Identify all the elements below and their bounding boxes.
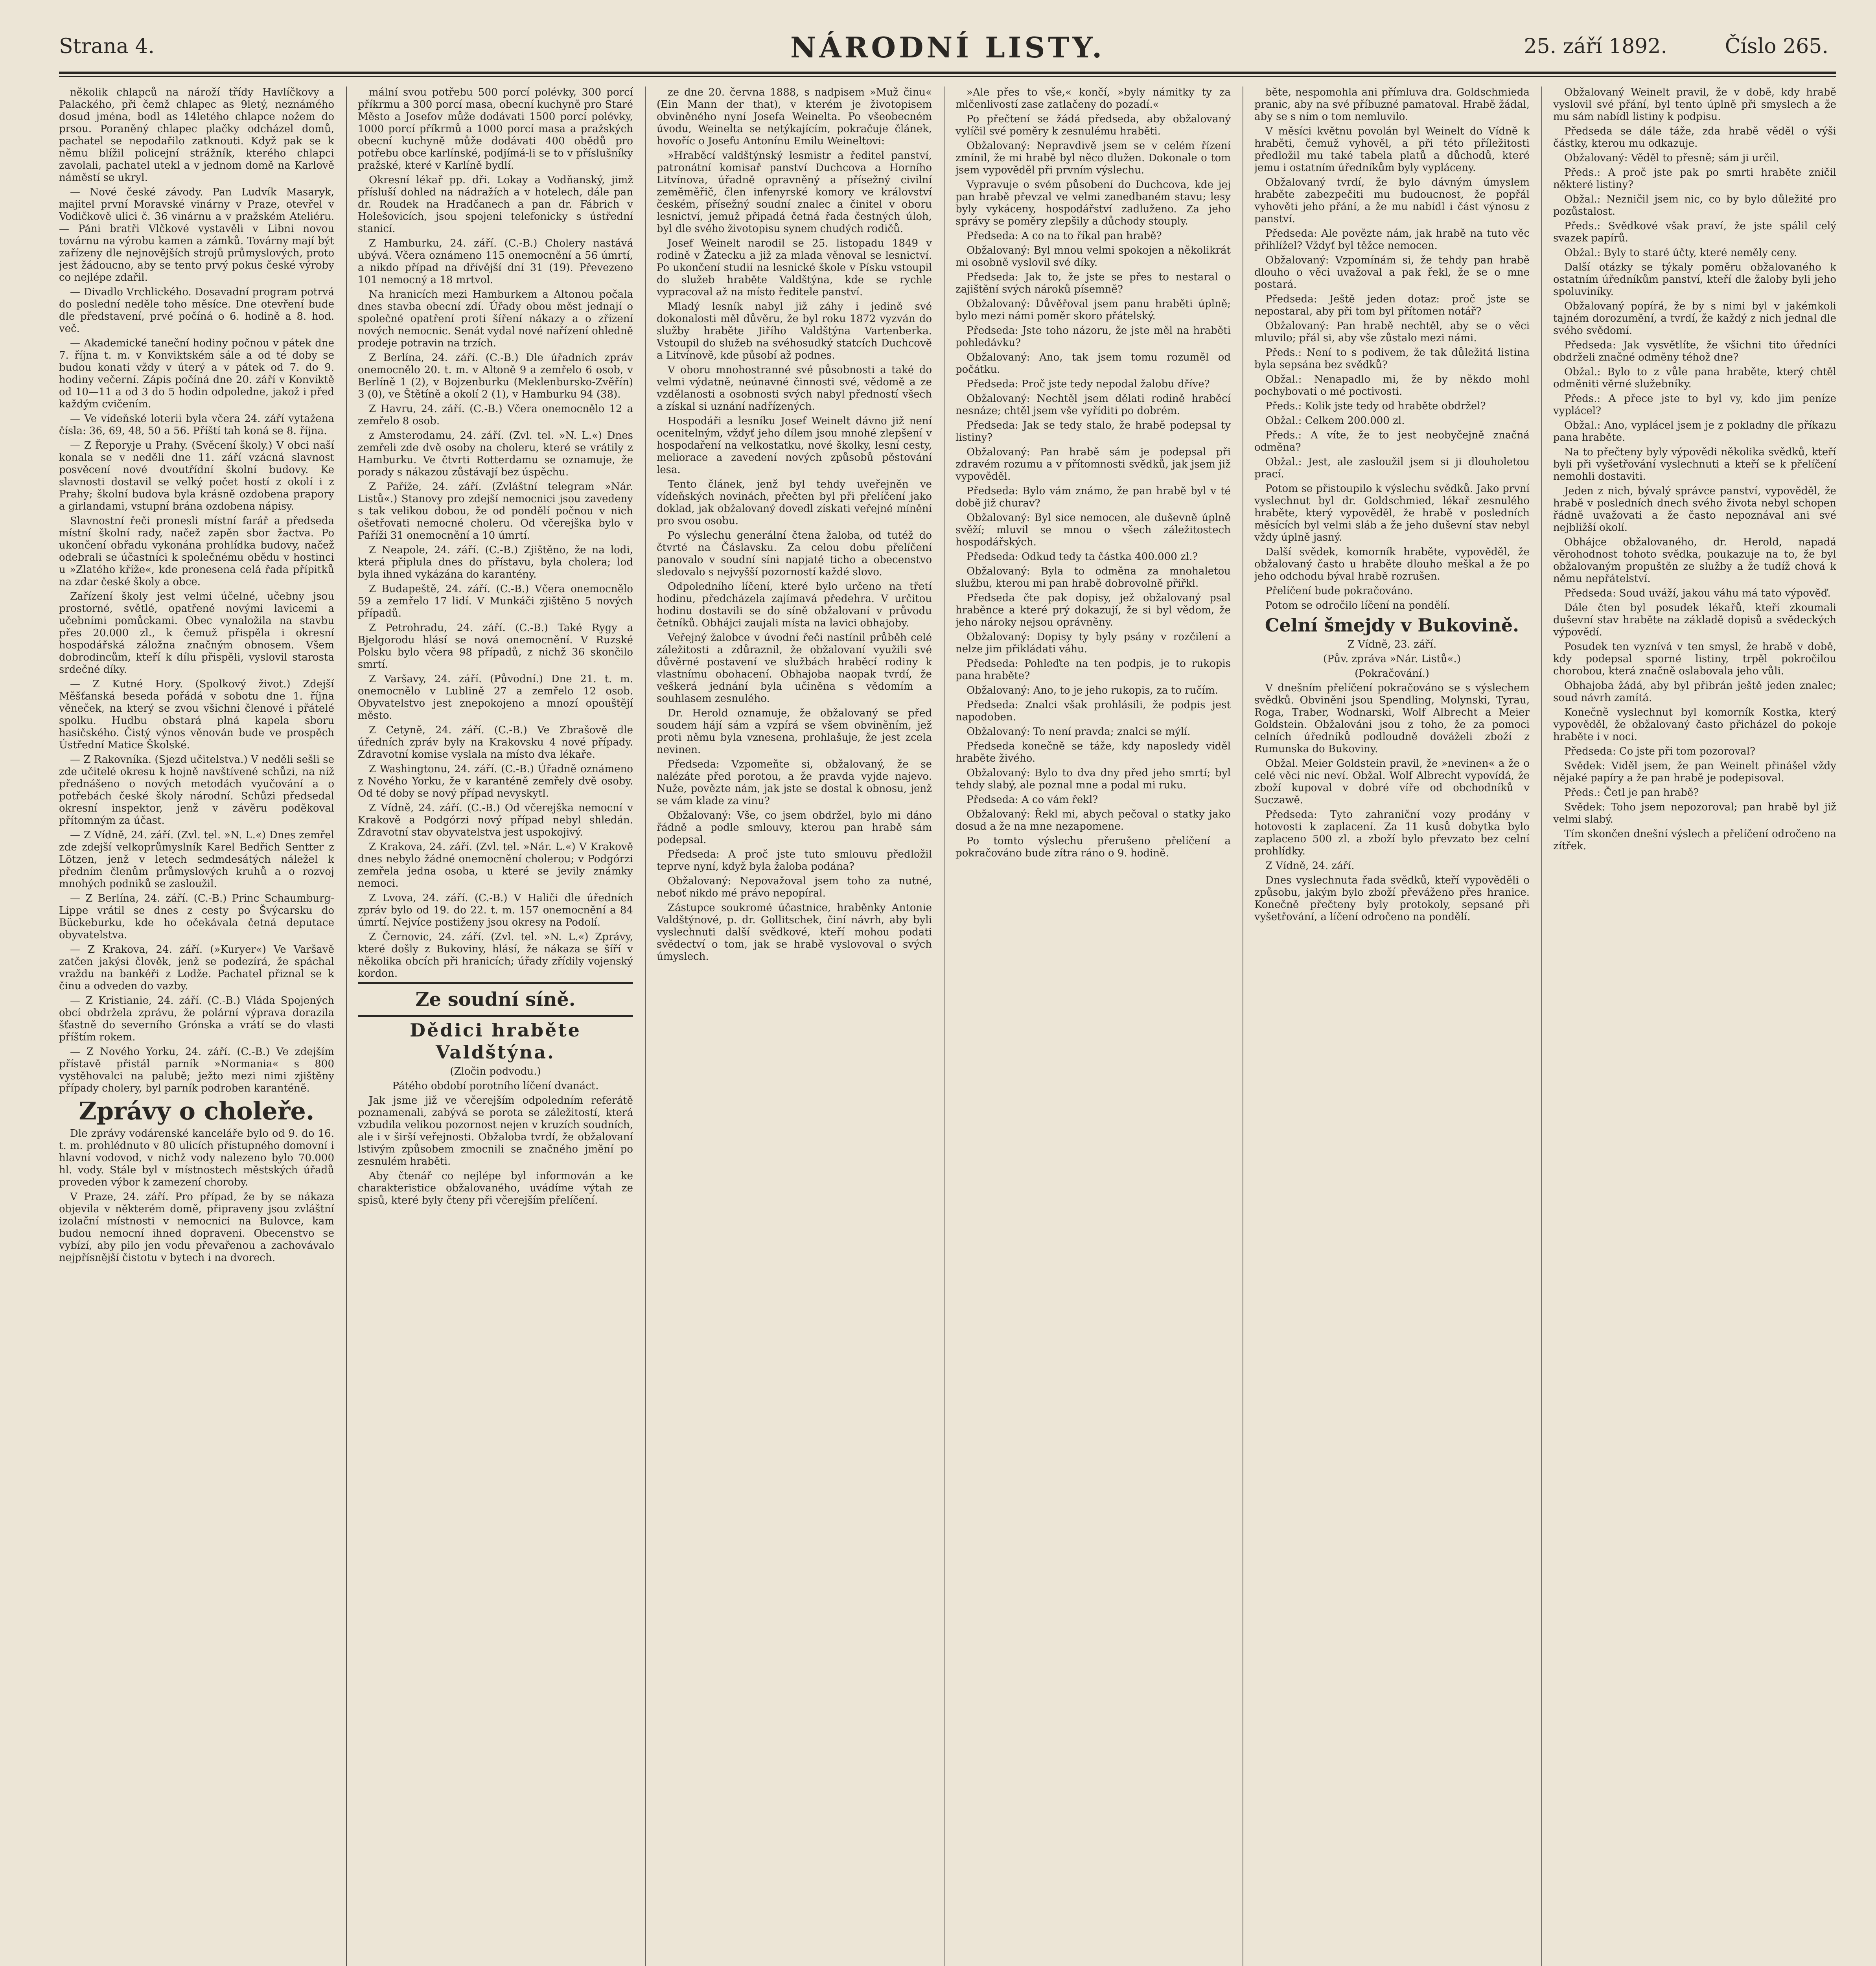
article-paragraph: Předseda konečně se táže, kdy naposledy viděl hraběte živého. [955,740,1231,764]
article-paragraph: — Z Nového Yorku, 24. září. (C.-B.) Ve zdejším přístavě přistál parník »Normania« s 800 vystěhovalci na palubě; ježto mezi nimi zjištěny případy cholery, byl parník podroben karanténě. [59,1046,334,1094]
article-paragraph: Z Krakova, 24. září. (Zvl. tel. »Nár. L.«) V Krakově dnes nebylo žádné onemocnění cholerou; v Podgórzi zemřela jedna osoba, u které se jevily známky nemoci. [358,841,633,889]
article-paragraph: Obžal.: Jest, ale zasloužil jsem si ji dlouholetou prací. [1254,456,1530,480]
article-paragraph: Aby čtenář co nejlépe byl informován a ke charakteristice obžalovaného, uvádíme výtah ze spisů, které byly čteny při včerejším přelíčení. [358,1170,633,1206]
article-paragraph: Z Vídně, 24. září. [1265,860,1355,872]
article-paragraph: Obžalovaný: To není pravda; znalci se mýlí. [967,726,1191,738]
article-paragraph: Předseda: Tyto zahraniční vozy prodány v hotovosti k zaplacení. Za 11 kusů dobytka bylo zaplaceno 500 zl. a zboží bylo převzato bez celní prohlídky. [1254,809,1530,857]
article-paragraph: Předseda: A proč jste tuto smlouvu předložil teprve nyní, když byla žaloba podána? [657,849,932,873]
article-paragraph: Předseda: Jak vysvětlíte, že všichni tito úředníci obdrželi značné odměny téhož dne? [1553,339,1836,363]
article-paragraph: Okresní lékař pp. dři. Lokay a Vodňanský, jimž přísluší dohled na nádražích a v hotelech, dále pan dr. Roudek na Hradčanech a pan dr. Fábrich v Holešovicích, jsou spojeni telefonicky s ústřední stanicí. [358,174,633,235]
article-paragraph: Josef Weinelt narodil se 25. listopadu 1849 v rodině v Žatecku a již za mlada věnoval se lesnictví. Po ukončení studií na lesnické škole v Písku vstoupil do služeb hraběte Valdštýna, kde se rychle vypracoval až na místo ředitele panství. [657,237,932,298]
article-paragraph: Obžalovaný: Vzpomínám si, že tehdy pan hrabě dlouho o věci uvažoval a pak řekl, že se o mne postará. [1254,254,1530,291]
article-paragraph: Předs.: A přece jste to byl vy, kdo jim peníze vyplácel? [1553,393,1836,417]
article-paragraph: Další otázky se týkaly poměru obžalovaného k ostatním úředníkům panství, kteří dle žaloby byli jeho spoluviníky. [1553,261,1836,298]
article-paragraph: Z Cetyně, 24. září. (C.-B.) Ve Zbrašově dle úředních zpráv byly na Krakovsku 4 nové případy. Zdravotní komise vyslala na místo dva lékaře. [358,724,633,760]
article-paragraph: Po tomto výslechu přerušeno přelíčení a pokračováno bude zítra ráno o 9. hodině. [955,835,1231,859]
article-paragraph: Obžalovaný: Řekl mi, abych pečoval o statky jako dosud a že na mne nezapomene. [955,808,1231,832]
article-paragraph: — Z Kristianie, 24. září. (C.-B.) Vláda Spojených obcí obdržela zprávu, že polární výprava dorazila šťastně do severního Grónska a vrátí se do vlasti příštím rokem. [59,995,334,1043]
masthead [59,24,1836,67]
article-paragraph: Obžalovaný: Nechtěl jsem dělati rodině hraběcí nesnáze; chtěl jsem vše vyříditi po dobrém. [955,393,1231,417]
article-paragraph: Obžal.: Ano, vyplácel jsem je z pokladny dle příkazu pana hraběte. [1553,420,1836,444]
article-paragraph: Jak jsme již ve včerejším odpoledním referátě poznamenali, zabývá se porota se záležitostí, která vzbudila velikou pozornost nejen v kruzích soudních, ale i v širší veřejnosti. Obžaloba tvrdí, že obžalovaní lstivým způsobem zmocnili se značného jmění po zesnulém hraběti. [358,1095,633,1167]
column-2 [358,87,633,1966]
article-paragraph: Svědek: Toho jsem nepozoroval; pan hrabě byl již velmi slabý. [1553,801,1836,825]
article-paragraph: Předseda: Jste toho názoru, že jste měl na hraběti pohledávku? [955,325,1231,349]
article-paragraph: Po výslechu generální čtena žaloba, od tutéž do čtvrté na Čáslavsku. Za celou dobu přelíčení panovalo v soudní síni napjaté ticho a obecenstvo sledovalo s nejvyšší pozorností každé slovo. [657,530,932,578]
article-paragraph: Odpoledního líčení, které bylo určeno na třetí hodinu, předcházela zajímavá předehra. V určitou hodinu dostavili se do síně obžalovaní v průvodu četníků. Obhájci zaujali místa na lavici obhajoby. [657,581,932,629]
article-paragraph: Předseda: Co jste při tom pozoroval? [1564,746,1756,757]
heading-zpravy-o-cholere: Zprávy o choleře. [79,1097,315,1125]
article-paragraph: Obžalovaný: Ano, to je jeho rukopis, za to ručím. [967,685,1218,696]
article-paragraph: Obžalovaný: Nepovažoval jsem toho za nutné, neboť nikdo mé právo nepopíral. [657,875,932,899]
article-paragraph: Tím skončen dnešní výslech a přelíčení odročeno na zítřek. [1553,828,1836,852]
article-paragraph: Na hranicích mezi Hamburkem a Altonou počala dnes stavba obecní zdí. Úřady obou měst jednají o společné opatření proti šíření nákazy a o zřízení nových nemocnic. Senát vydal nové nařízení ohledně prodeje potravin na trzích. [358,289,633,349]
masthead-rule [59,72,1836,74]
article-paragraph: Předseda: Soud uváží, jakou váhu má tato výpověď. [1564,587,1831,599]
article-paragraph: — Divadlo Vrchlického. Dosavadní program potrvá do poslední neděle toho měsíce. Dne otevření bude dle představení, prvé počíná o 6. hodině a 8. hod. več. [59,286,334,335]
article-paragraph: Předseda: A co na to říkal pan hrabě? [967,230,1162,242]
article-paragraph: Zástupce soukromé účastnice, hraběnky Antonie Valdštýnové, p. dr. Gollitschek, činí návrh, aby byli vyslechnuti další svědkové, kteří mohou podati svědectví o tom, jak se hrabě vyslovoval o svých úmyslech. [657,902,932,963]
article-paragraph: Zařízení školy jest velmi účelné, učebny jsou prostorné, světlé, opatřené novými lavicemi a učebními pomůckami. Obec vynaložila na stavbu přes 20.000 zl., k čemuž přispěla i okresní hospodářská záložna značným obnosem. Všem dobrodincům, kteří k dílu přispěli, vyslovil starosta srdečné díky. [59,591,334,676]
article-paragraph: několik chlapců na nároží třídy Havlíčkovy a Palackého, při čemž chlapec as 9letý, neznámého dosud jména, bodl as 14letého chlapce nožem do prsou. Poraněný chlapec plačky odcházel domů, pachatel se nepodařilo zatknouti. Když pak se k němu blížil policejní strážník, kterého chlapci zavolali, pachatel utekl a v jednom domě na Karlově náměstí se ukryl. [59,87,334,184]
article-paragraph: — Nové české závody. Pan Ludvík Masaryk, majitel první Moravské vinárny v Praze, otevřel v Vodičkově ulici č. 36 vinárnu a v pražském Ateliéru. — Páni bratři Vlčkové vystavěli v Libni novou továrnu na výrobu kamen a zámků. Továrny mají být zařízeny dle nejnovějších strojů průmyslových, proto jest žádoucno, aby se tento prvý pokus české výroby co nejlépe zdařil. [59,186,334,283]
article-paragraph: Předseda: Znalci však prohlásili, že podpis jest napodoben. [955,699,1231,723]
article-paragraph: Tento článek, jenž byl tehdy uveřejněn ve vídeňských novinách, přečten byl při přelíčení jako doklad, jak obžalovaný dovedl získati veřejné mínění pro svou osobu. [657,479,932,527]
article-paragraph: Předseda se dále táže, zda hrabě věděl o výši částky, kterou mu odkazuje. [1553,125,1836,149]
article-paragraph: Předseda: Ale povězte nám, jak hrabě na tuto věc přihlížel? Vždyť byl těžce nemocen. [1254,228,1530,252]
column-1 [59,87,334,1966]
article-paragraph: Další svědek, komorník hraběte, vypověděl, že obžalovaný často u hraběte dlouho meškal a že po jeho odchodu býval hrabě rozrušen. [1254,546,1530,582]
heading-celni-smejdy: Celní šmejdy v Bukovině. [1265,615,1519,636]
article-paragraph: Z Černovic, 24. září. (Zvl. tel. »N. L.«) Zprávy, které došly z Bukoviny, hlásí, že nákaza se šíří v několika obcích při hranicích; úřady zřídily vojenský kordon. [358,931,633,979]
column-4 [955,87,1231,1966]
column-divider [645,87,646,1966]
article-paragraph: Obžalovaný: Věděl to přesně; sám ji určil. [1564,152,1779,164]
article-paragraph: Obžal.: Byly to staré účty, které neměly ceny. [1564,247,1797,259]
article-paragraph: Obžalovaný Weinelt pravil, že v době, kdy hrabě vyslovil své přání, byl tento úplně při smyslech a že mu sám nabídl listiny k podpisu. [1553,87,1836,123]
article-paragraph: ze dne 20. června 1888, s nadpisem »Muž činu« (Ein Mann der that), v kterém je životopisem obviněného nyní Josefa Weinelta. Po všeobecném úvodu, Weinelta se netýkajícím, pokračuje článek, hovoříc o Josefu Antonínu Emilu Weineltovi: [657,87,932,147]
subheading-puv-zprava: (Pův. zpráva »Nár. Listů«.) [1323,653,1461,665]
article-paragraph: Z Havru, 24. září. (C.-B.) Včera onemocnělo 12 a zemřelo 8 osob. [358,403,633,427]
article-paragraph: Obhajoba žádá, aby byl přibrán ještě jeden znalec; soud návrh zamítá. [1553,680,1836,704]
issue-number: Číslo 265. [1725,35,1828,58]
article-paragraph: Obžalovaný tvrdí, že bylo dávným úmyslem hraběte zabezpečiti mu budoucnost, že popřál vyhověti jeho přání, a že mu nabídl i část výnosu z panství. [1254,177,1530,225]
article-paragraph: Předseda: Bylo vám známo, že pan hrabě byl v té době již churav? [955,485,1231,509]
article-paragraph: Z Petrohradu, 24. září. (C.-B.) Také Rygy a Bjelgorodu hlásí se nová onemocnění. V Ruzské Polsku bylo včera 98 případů, z nichž 36 skončilo smrtí. [358,622,633,670]
article-paragraph: Předseda: Odkud tedy ta částka 400.000 zl.? [967,551,1198,563]
col1-paras [59,87,334,1095]
article-paragraph: Po přečtení se žádá předseda, aby obžalovaný vylíčil své poměry k zesnulému hraběti. [955,113,1231,137]
subheading-zlocin: (Zločin podvodu.) [450,1066,541,1077]
article-paragraph: V dnešním přelíčení pokračováno se s výslechem svědků. Obviněni jsou Spendling, Molynski, Tyrau, Roga, Traber, Wodnarski, Wolf Albrecht a Meier Goldstein. Obžalováni jsou z toho, že za pomoci celních úředníků podloudně dováželi zboží z Rumunska do Bukoviny. [1254,682,1530,755]
article-paragraph: — Z Řeporyje u Prahy. (Svěcení školy.) V obci naší konala se v neděli dne 11. září vzácná slavnost posvěcení nové dvoutřídní školní budovy. Ke slavnosti dostavil se velký počet hostí z okolí i z Prahy; školní budova byla krásně ozdobena prapory a girlandami, vstupní brána ozdobena nápisy. [59,440,334,512]
article-paragraph: Předseda: Proč jste tedy nepodal žalobu dříve? [967,378,1210,390]
article-paragraph: běte, nespomohla ani přímluva dra. Goldschmieda pranic, aby na své příbuzné pamatoval. Hrabě žádal, aby se s ním o tom nemluvilo. [1254,87,1530,123]
article-paragraph: Z Paříže, 24. září. (Zvláštní telegram »Nár. Listů«.) Stanovy pro zdejší nemocnici jsou zavedeny s tak velikou dobou, že od pondělí počnou v nich ošetřovati nemocné choleru. Od včerejška bylo v Paříži 31 onemocnění a 10 úmrtí. [358,481,633,541]
article-paragraph: Předseda čte pak dopisy, jež obžalovaný psal hraběnce a které prý dokazují, že si byl vědom, že jeho nároky nejsou oprávněny. [955,592,1231,628]
article-paragraph: Konečně vyslechnut byl komorník Kostka, který vypověděl, že obžalovaný často přicházel do pokoje hraběte i v noci. [1553,707,1836,743]
article-paragraph: Předs.: Není to s podivem, že tak důležitá listina byla sepsána bez svědků? [1254,347,1530,371]
article-paragraph: Na to přečteny byly výpovědi několika svědků, kteří byli při vyšetřování vyslechnuti a kteří se k přelíčení nemohli dostaviti. [1553,446,1836,482]
article-paragraph: Obžalovaný: Důvěřoval jsem panu hraběti úplně; bylo mezi námi poměr skoro přátelský. [955,298,1231,322]
article-paragraph: Jeden z nich, bývalý správce panství, vypověděl, že hrabě v posledních dnech svého života nebyl schopen řádně uvažovati a že často nepoznával ani své nejbližší okolí. [1553,485,1836,534]
article-paragraph: Obžalovaný: Dopisy ty byly psány v rozčilení a nelze jim přikládati váhu. [955,631,1231,655]
article-paragraph: Předs.: Kolik jste tedy od hraběte obdržel? [1265,400,1486,412]
issue-date: 25. září 1892. [1524,35,1667,58]
article-paragraph: Obžalovaný: Pan hrabě nechtěl, aby se o věci mluvilo; přál si, aby vše zůstalo mezi námi. [1254,320,1530,344]
article-paragraph: V měsíci květnu povolán byl Weinelt do Vídně k hraběti, čemuž vyhověl, a při této příležitosti předložil mu také tabela platů a důchodů, které jemu i ostatním úředníkům byly vypláceny. [1254,125,1530,174]
subheading-pokracovani: (Pokračování.) [1355,668,1429,679]
article-paragraph: »Ale přes to vše,« končí, »byly námitky ty za mlčenlivostí zase zatlačeny do pozadí.« [955,87,1231,110]
column-5 [1254,87,1530,1966]
col5-paras [1254,87,1530,612]
col5-tail [1254,682,1530,923]
article-paragraph: Obžalovaný: Ano, tak jsem tomu rozuměl od počátku. [955,352,1231,376]
article-paragraph: Předseda: Jak se tedy stalo, že hrabě podepsal ty listiny? [955,420,1231,444]
article-paragraph: Vypravuje o svém působení do Duchcova, kde jej pan hrabě převzal ve velmi zanedbaném stavu; lesy byly vykáceny, hospodářství zadluženo. Za jeho správy se poměry zlepšily a důchody stouply. [955,179,1231,227]
article-paragraph: Mladý lesník nabyl již záhy i jedině své dokonalosti měl důvěru, že byl roku 1872 vyzván do služby hraběte Jiřího Valdštýna Vartenberka. Vstoupil do služeb na svéhosudký statcích Duchcově a Litvínově, kde působí až podnes. [657,301,932,361]
article-paragraph: Potom se odročilo líčení na pondělí. [1265,600,1450,611]
article-paragraph: — Z Vídně, 24. září. (Zvl. tel. »N. L.«) Dnes zemřel zde zdejší velkoprůmyslník Karel Bedřich Sentter z Lötzen, jenž v letech sedmdesátých náležel k předním členům průmyslových kruhů a o rozvoj mnohých podniků se zasloužil. [59,829,334,890]
col3-paras [657,87,932,963]
article-paragraph: Hospodáři a lesníku Josef Weinelt dávno již není ocenitelným, vždyť jeho dílem jsou mnohé zlepšení v hospodaření na velkostatku, nové školky, lesní cesty, meliorace a zavedení nových způsobů pěstování lesa. [657,415,932,476]
col2-tail [358,1095,633,1207]
article-paragraph: — Akademické taneční hodiny počnou v pátek dne 7. října t. m. v Konviktském sále a od té doby se budou konati vždy v úterý a v pátek od 7. do 9. hodiny večerní. Zápis počíná dne 20. září v Konviktě od 10—11 a od 3 do 5 hodin odpoledne, jakož i před každým cvičením. [59,337,334,410]
article-paragraph: Předs.: A víte, že to jest neobyčejně značná odměna? [1254,429,1530,453]
column-divider [1541,87,1542,1966]
article-paragraph: Obžal.: Celkem 200.000 zl. [1265,415,1405,427]
article-paragraph: Obžalovaný: Bylo to dva dny před jeho smrtí; byl tehdy slabý, ale poznal mne a podal mi ruku. [955,767,1231,791]
article-paragraph: Obžal. Meier Goldstein pravil, že »nevinen« a že o celé věci nic neví. Obžal. Wolf Albrecht vypovídá, že zboží kupoval v dobré víře od obchodníků v Suczawě. [1254,758,1530,806]
heading-dedici-hrabete: Dědici hraběte Valdštýna. [410,1020,581,1063]
article-paragraph: Dle zprávy vodárenské kanceláře bylo od 9. do 16. t. m. prohlédnuto v 80 ulicích přístupného domovní i hlavní vodovod, v nichž vody nalezeno bylo 70.000 hl. vody. Stále byl v místnostech městských úřadů proveden výbor k zamezení choroby. [59,1128,334,1188]
article-paragraph: Obžal.: Nenapadlo mi, že by někdo mohl pochybovati o mé poctivosti. [1254,374,1530,398]
article-paragraph: Předseda: Jak to, že jste se přes to nestaral o zajištění svých nároků písemně? [955,271,1231,295]
heading-ze-soudni-sine: Ze soudní síně. [358,982,633,1017]
column-3 [657,87,932,1966]
article-paragraph: Obhájce obžalovaného, dr. Herold, napadá věrohodnost tohoto svědka, poukazuje na to, že byl obžalovaným propuštěn ze služby a že tudíž chová k němu nepřátelství. [1553,536,1836,585]
article-paragraph: Předseda: Vzpomeňte si, obžalovaný, že se nalézáte před porotou, a že pravda vyjde najevo. Nuže, povězte nám, jak jste se dostal k obnosu, jenž se vám klade za vinu? [657,758,932,807]
article-paragraph: Obžal.: Nezničil jsem nic, co by bylo důležité pro pozůstalost. [1553,193,1836,217]
article-paragraph: z Amsterodamu, 24. září. (Zvl. tel. »N. L.«) Dnes zemřeli zde dvě osoby na choleru, které se vrátily z Hamburku. Ve čtvrti Rotterdamu se oznamuje, že porady s nákazou zůstávají bez úspěchu. [358,430,633,478]
article-paragraph: Předseda: Pohleďte na ten podpis, je to rukopis pana hraběte? [955,658,1231,682]
article-paragraph: Veřejný žalobce v úvodní řeči nastínil průběh celé záležitosti a zdůraznil, že obžalovaní využili své důvěrné postavení ve službách hraběcí rodiny k vlastnímu obohacení. Obhajoba naopak tvrdí, že veškerá jednání byla učiněna s vědomím a souhlasem zesnulého. [657,632,932,705]
article-paragraph: Dále čten byl posudek lékařů, kteří zkoumali duševní stav hraběte na základě dopisů a svědeckých výpovědí. [1553,602,1836,638]
article-paragraph: — Z Rakovníka. (Sjezd učitelstva.) V neděli sešli se zde učitelé okresu k hojně navštívené schůzi, na níž přednášeno o nových metodách vyučování a o potřebách české školy národní. Schůzi předsedal okresní inspektor, jenž v závěru poděkoval přítomným za účast. [59,754,334,827]
article-paragraph: Předs.: A proč jste pak po smrti hraběte zničil některé listiny? [1553,167,1836,191]
article-paragraph: »Hraběcí valdštýnský lesmistr a ředitel panství, patronátní komisař panství Duchcova a Horního Litvínova, úřadně opravněný a přísežný civilní zeměměřič, člen infenyrské komory ve království českém, přísežný soudní znalec a činitel v oboru lesnictví, jemuž připadá četná řada čestných úloh, byl dle svého životopisu synem chudých rodičů. [657,150,932,235]
article-paragraph: Z Varšavy, 24. září. (Původní.) Dne 21. t. m. onemocnělo v Lublině 27 a zemřelo 12 osob. Obyvatelstvo jest znepokojeno a mnozí opouštějí město. [358,673,633,722]
article-paragraph: — Z Berlína, 24. září. (C.-B.) Princ Schaumburg-Lippe vrátil se dnes z cesty po Švýcarsku do Bückeburku, kde ho očekávala četná deputace obyvatelstva. [59,893,334,941]
article-paragraph: Dr. Herold oznamuje, že obžalovaný se před soudem hájí sám a vzpírá se všem obviněním, jež proti němu byla vznesena, prohlašuje, že jest zcela nevinen. [657,707,932,756]
article-paragraph: Z Hamburku, 24. září. (C.-B.) Cholery nastává ubývá. Včera oznámeno 115 onemocnění a 56 úmrtí, a nikdo případ na dřívější dní 31 (19). Převezeno 101 nemocný a 18 mrtvol. [358,237,633,286]
col2-paras [358,87,633,980]
column-6 [1553,87,1836,1966]
column-divider [346,87,347,1966]
article-paragraph: Posudek ten vyznívá v ten smysl, že hrabě v době, kdy podepsal sporné listiny, trpěl pokročilou chorobou, která značně oslabovala jeho vůli. [1553,641,1836,677]
masthead-rule-thin [59,76,1836,77]
article-paragraph: Předseda: Ještě jeden dotaz: proč jste se nepostaral, aby při tom byl přítomen notář? [1254,293,1530,317]
article-paragraph: Obžalovaný: Byla to odměna za mnohaletou službu, kterou mi pan hrabě dobrovolně přiřkl. [955,565,1231,589]
subheading-z-vidne: Z Vídně, 23. září. [1347,639,1437,650]
article-paragraph: V oboru mnohostranné své působnosti a také do velmi výdatně, neúnavné činnosti své, vědomě a ze vzdělanosti a osobnosti svých nabyl předností všech a získal si uznání nadřízených. [657,364,932,412]
article-paragraph: Přelíčení bude pokračováno. [1265,585,1413,597]
article-paragraph: — Z Kutné Hory. (Spolkový život.) Zdejší Měšťanská beseda pořádá v sobotu dne 1. října věneček, na který se zvou všichni členové i přátelé spolku. Hudbu obstará plná kapela sboru hasičského. Čistý výnos věnován bude ve prospěch Ústřední Matice Školské. [59,678,334,751]
article-paragraph: Předs.: Četl je pan hrabě? [1564,787,1699,799]
article-paragraph: Obžal.: Bylo to z vůle pana hraběte, který chtěl odměniti věrné služebníky. [1553,366,1836,390]
article-paragraph: Obžalovaný: Pan hrabě sám je podepsal při zdravém rozumu a v přítomnosti svědků, jak jsem již vypověděl. [955,446,1231,482]
article-paragraph: Z Washingtonu, 24. září. (C.-B.) Úřadně oznámeno z Nového Yorku, že v karanténě zemřely dvě osoby. Od té doby se nový případ nevyskytl. [358,763,633,799]
col6-paras [1553,87,1836,852]
subheading-obdobi: Pátého období porotního líčení dvanáct. [392,1080,599,1092]
newspaper-page [59,24,1836,1966]
article-paragraph: Z Neapole, 24. září. (C.-B.) Zjištěno, že na lodi, která připlula dnes do přístavu, byla cholera; loď byla ihned vykázána do karantény. [358,544,633,580]
article-paragraph: Z Berlína, 24. září. (C.-B.) Dle úřadních zpráv onemocnělo 20. t. m. v Altoně 9 a zemřelo 6 osob, v Berlíně 1 (2), v Bojzenburku (Meklenbursko-Zvěřín) 3 (0), ve Štětíně a okolí 2 (1), v Hamburku 94 (38). [358,352,633,400]
article-paragraph: mální svou potřebu 500 porcí polévky, 300 porcí příkrmu a 300 porcí masa, obecní kuchyně pro Staré Město a Josefov může dodávati 1500 porcí polévky, 1000 porcí příkrmů a 1000 porcí masa a pražských obecní kuchyně může dodávati 400 obědů pro potřebu obce karlínské, podjímá-li se to v příslušníky pražské, které v Karlíně bydlí. [358,87,633,171]
page-number: Strana 4. [59,35,155,58]
article-paragraph: Obžalovaný: Byl mnou velmi spokojen a několikrát mi osobně vyslovil své díky. [955,245,1231,269]
col1-tail [59,1128,334,1264]
article-paragraph: Z Budapeště, 24. září. (C.-B.) Včera onemocnělo 59 a zemřelo 17 lidí. V Munkáči zjištěno 5 nových případů. [358,583,633,619]
article-paragraph: Dnes vyslechnuta řada svědků, kteří vypověděli o způsobu, jakým bylo zboží převáženo přes hranice. Konečně přečteny byly protokoly, sepsané při vyšetřování, a líčení odročeno na pondělí. [1254,874,1530,923]
article-paragraph: — Z Krakova, 24. září. (»Kuryer«) Ve Varšavě zatčen jakýsi člověk, jenž se podezírá, že spáchal vraždu na bankéři z Lodže. Pachatel přiznal se k činu a odveden do vazby. [59,944,334,992]
article-paragraph: Z Vídně, 24. září. (C.-B.) Od včerejška nemocní v Krakově a Podgórzi nový případ nebyl shledán. Zdravotní stav obyvatelstva jest uspokojivý. [358,802,633,838]
article-paragraph: Z Lvova, 24. září. (C.-B.) V Haliči dle úředních zpráv bylo od 19. do 22. t. m. 157 onemocnění a 84 úmrtí. Nejvíce postiženy jsou okresy na Podolí. [358,892,633,928]
col4-paras [955,87,1231,860]
article-paragraph: Potom se přistoupilo k výslechu svědků. Jako první vyslechnut byl dr. Goldschmied, lékař zesnulého hraběte, který vypověděl, že hrabě v posledních měsících byl velmi sláb a že jeho duševní stav nebyl vždy úplně jasný. [1254,483,1530,543]
article-paragraph: Předseda: A co vám řekl? [967,794,1098,806]
article-paragraph: Předs.: Svědkové však praví, že jste spálil celý svazek papírů. [1553,220,1836,244]
article-paragraph: Obžalovaný popírá, že by s nimi byl v jakémkoli tajném dorozumění, a tvrdí, že každý z nich jednal dle svého svědomí. [1553,300,1836,337]
article-paragraph: Obžalovaný: Byl sice nemocen, ale duševně úplně svěží; mluvil se mnou o všech záležitostech hospodářských. [955,512,1231,548]
article-paragraph: Slavnostní řeči pronesli místní farář a předseda místní školní rady, načež zapěn sbor žactva. Po ukončení obřadu vykonána prohlídka budovy, načež odebrali se účastníci k společnému obědu v hostinci u »Zlatého kříže«, kde pronesena celá řada přípitků na zdar české školy a obce. [59,515,334,588]
article-paragraph: — Ve vídeňské loterii byla včera 24. září vytažena čísla: 36, 69, 48, 50 a 56. Příští tah koná se 8. října. [59,413,334,437]
article-paragraph: Obžalovaný: Nepravdivě jsem se v celém řízení zmínil, že mi hrabě byl něco dlužen. Dokonale o tom jsem vypověděl při prvním výslechu. [955,140,1231,176]
article-paragraph: V Praze, 24. září. Pro případ, že by se nákaza objevila v některém domě, připraveny jsou zvláštní izolační místnosti v nemocnici na Bulovce, kam budou nemocní ihned dopraveni. Obecenstvo se vybízí, aby pilo jen vodu převařenou a zachovávalo nejpřísnější čistotu v bytech i na dvorech. [59,1191,334,1264]
newspaper-title: NÁRODNÍ LISTY. [790,31,1105,64]
article-paragraph: Svědek: Viděl jsem, že pan Weinelt přinášel vždy nějaké papíry a že pan hrabě je podepisoval. [1553,760,1836,784]
article-paragraph: Obžalovaný: Vše, co jsem obdržel, bylo mi dáno řádně a podle smlouvy, kterou pan hrabě sám podepsal. [657,810,932,846]
